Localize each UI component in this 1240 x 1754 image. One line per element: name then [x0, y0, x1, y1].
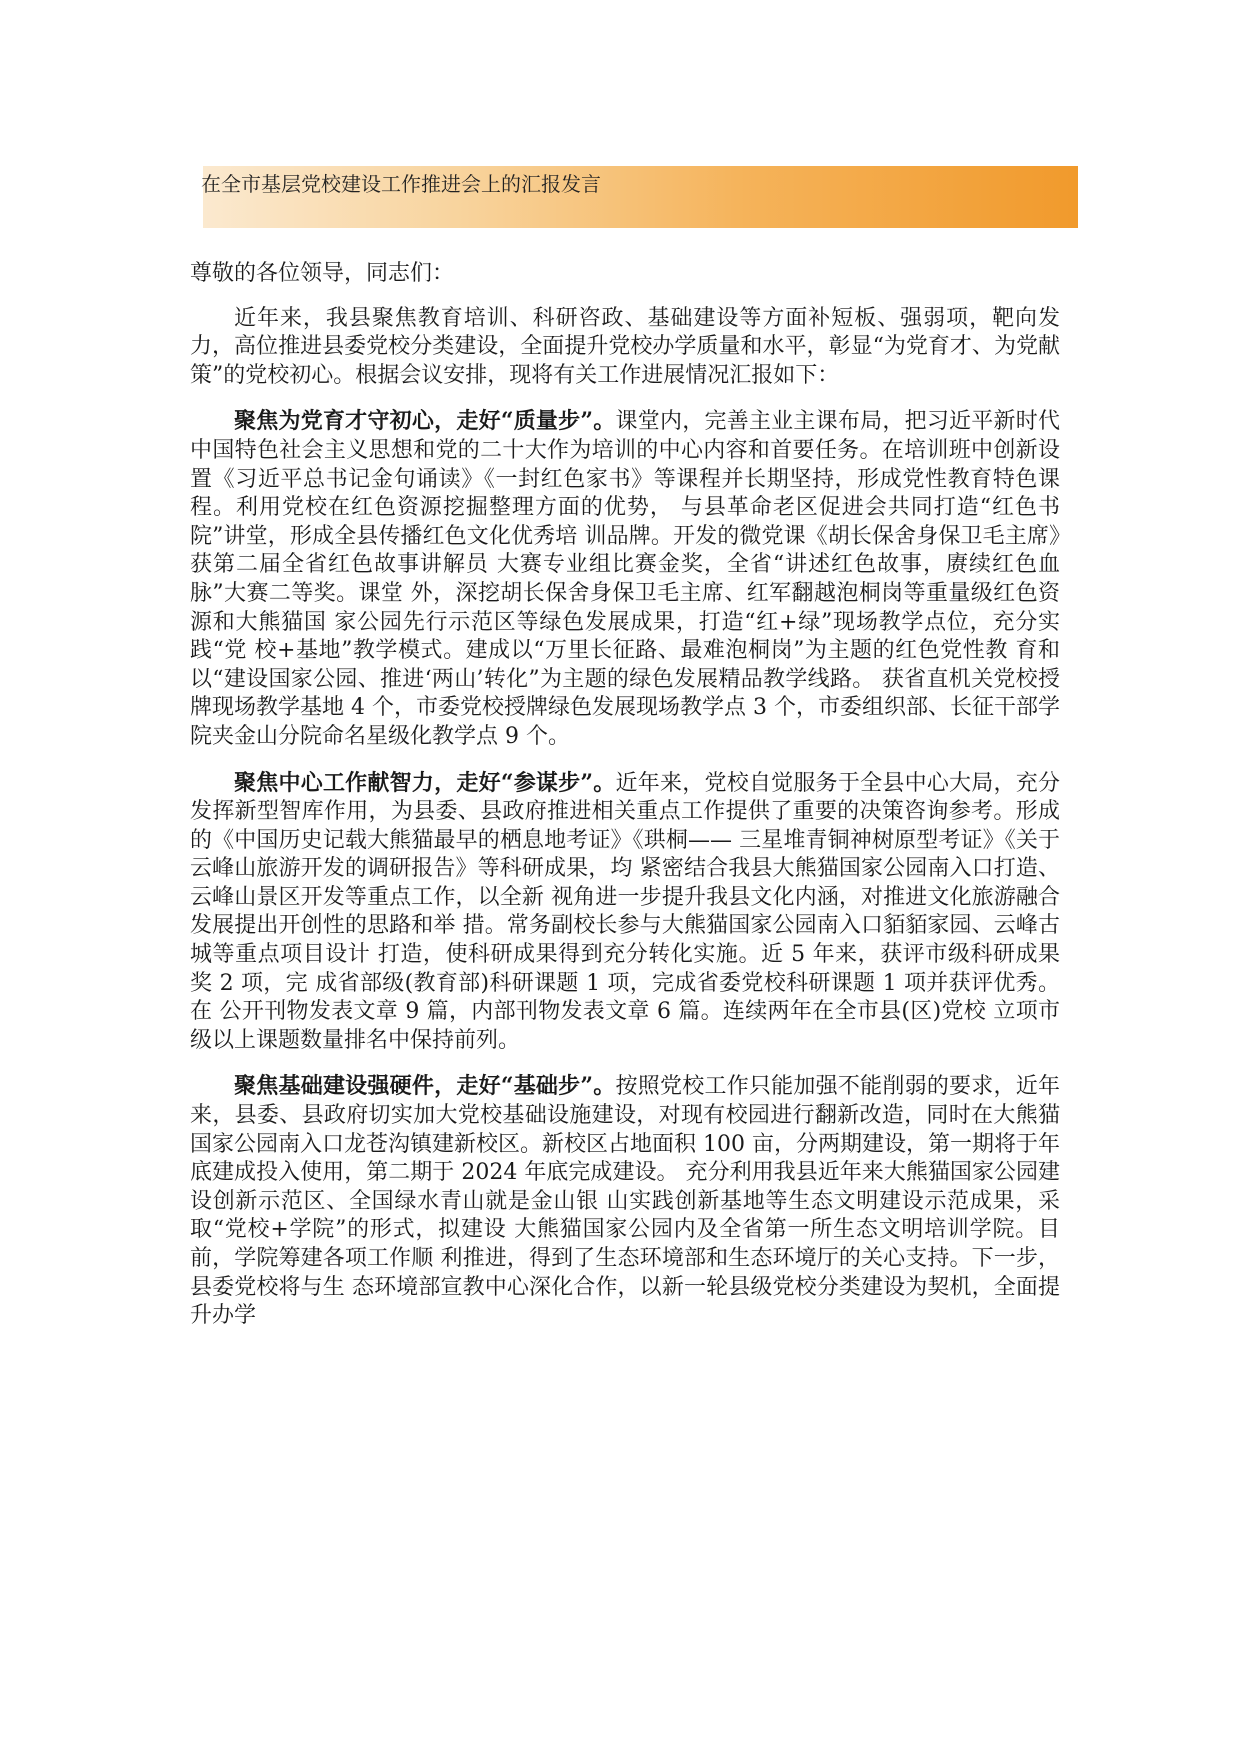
paragraph-lead: 聚焦中心工作献智力，走好“参谋步”。: [234, 769, 616, 796]
document-body: [190, 260, 1060, 1348]
title-banner: [203, 166, 1078, 228]
paragraph-text: 按照党校工作只能加强不能削弱的要求，近年来，县委、县政府切实加大党校基础设施建设，对现有校园进行翻新改造，同时在大熊猫国家公园南入口龙苍沟镇建新校区。新校区占地面积 100 亩，分两期建设，第一期将于年底建成投入使用，第二期于 2024 年底完成建设。 充分利用我县近年来大熊猫国家公园建设创新示范区、全国绿水青山就是金山银 山实践创新基地等生态文明建设示范成果，采取“党校+学院”的形式，拟建设 大熊猫国家公园内及全省第一所生态文明培训学院。目前，学院筹建各项工作顺 利推进，得到了生态环境部和生态环境厅的关心支持。下一步，县委党校将与生 态环境部宣教中心深化合作，以新一轮县级党校分类建设为契机，全面提升办学: [190, 1074, 1060, 1329]
paragraph-advisory: [190, 769, 1060, 1056]
paragraph-text: 近年来，我县聚焦教育培训、科研咨政、基础建设等方面补短板、强弱项，靶向发力，高位推进县委党校分类建设，全面提升党校办学质量和水平，彰显“为党育才、为党献策”的党校初心。根据会议安排，现将有关工作进展情况汇报如下：: [190, 305, 1060, 388]
paragraph-lead: 聚焦基础建设强硬件，走好“基础步”。: [234, 1073, 616, 1100]
paragraph-text: 近年来，党校自觉服务于全县中心大局，充分发挥新型智库作用，为县委、县政府推进相关重点工作提供了重要的决策咨询参考。形成的《中国历史记载大熊猫最早的栖息地考证》《珙桐—— 三星堆青铜神树原型考证》《关于云峰山旅游开发的调研报告》等科研成果，均 紧密结合我县大熊猫国家公园南入口打造、云峰山景区开发等重点工作，以全新 视角进一步提升我县文化内涵，对推进文化旅游融合发展提出开创性的思路和举 措。常务副校长参与大熊猫国家公园南入口貊貊家园、云峰古城等重点项目设计 打造，使科研成果得到充分转化实施。近 5 年来，获评市级科研成果奖 2 项，完 成省部级(教育部)科研课题 1 项，完成省委党校科研课题 1 项并获评优秀。在 公开刊物发表文章 9 篇，内部刊物发表文章 6 篇。连续两年在全市县(区)党校 立项市级以上课题数量排名中保持前列。: [190, 770, 1060, 1053]
paragraph-quality: [190, 407, 1060, 751]
paragraph-infrastructure: [190, 1072, 1060, 1330]
document-title: 在全市基层党校建设工作推进会上的汇报发言: [201, 172, 601, 196]
salutation: 尊敬的各位领导，同志们：: [190, 261, 455, 286]
paragraph-intro: [190, 305, 1060, 391]
paragraph-text: 课堂内，完善主业主课布局，把习近平新时代中国特色社会主义思想和党的二十大作为培训的中心内容和首要任务。在培训班中创新设置《习近平总书记金句诵读》《一封红色家书》等课程并长期坚持，形成党性教育特色课程。利用党校在红色资源挖掘整理方面的优势， 与县革命老区促进会共同打造“红色书院”讲堂，形成全县传播红色文化优秀培 训品牌。开发的微党课《胡长保舍身保卫毛主席》获第二届全省红色故事讲解员 大赛专业组比赛金奖，全省“讲述红色故事，赓续红色血脉”大赛二等奖。课堂 外，深挖胡长保舍身保卫毛主席、红军翻越泡桐岗等重量级红色资源和大熊猫国 家公园先行示范区等绿色发展成果，打造“红+绿”现场教学点位，充分实践“党 校+基地”教学模式。建成以“万里长征路、最难泡桐岗”为主题的红色党性教 育和以“建设国家公园、推进‘两山’转化”为主题的绿色发展精品教学线路。 获省直机关党校授牌现场教学基地 4 个，市委党校授牌绿色发展现场教学点 3 个，市委组织部、长征干部学院夹金山分院命名星级化教学点 9 个。: [190, 409, 1060, 749]
paragraph-lead: 聚焦为党育才守初心，走好“质量步”。: [234, 408, 616, 435]
